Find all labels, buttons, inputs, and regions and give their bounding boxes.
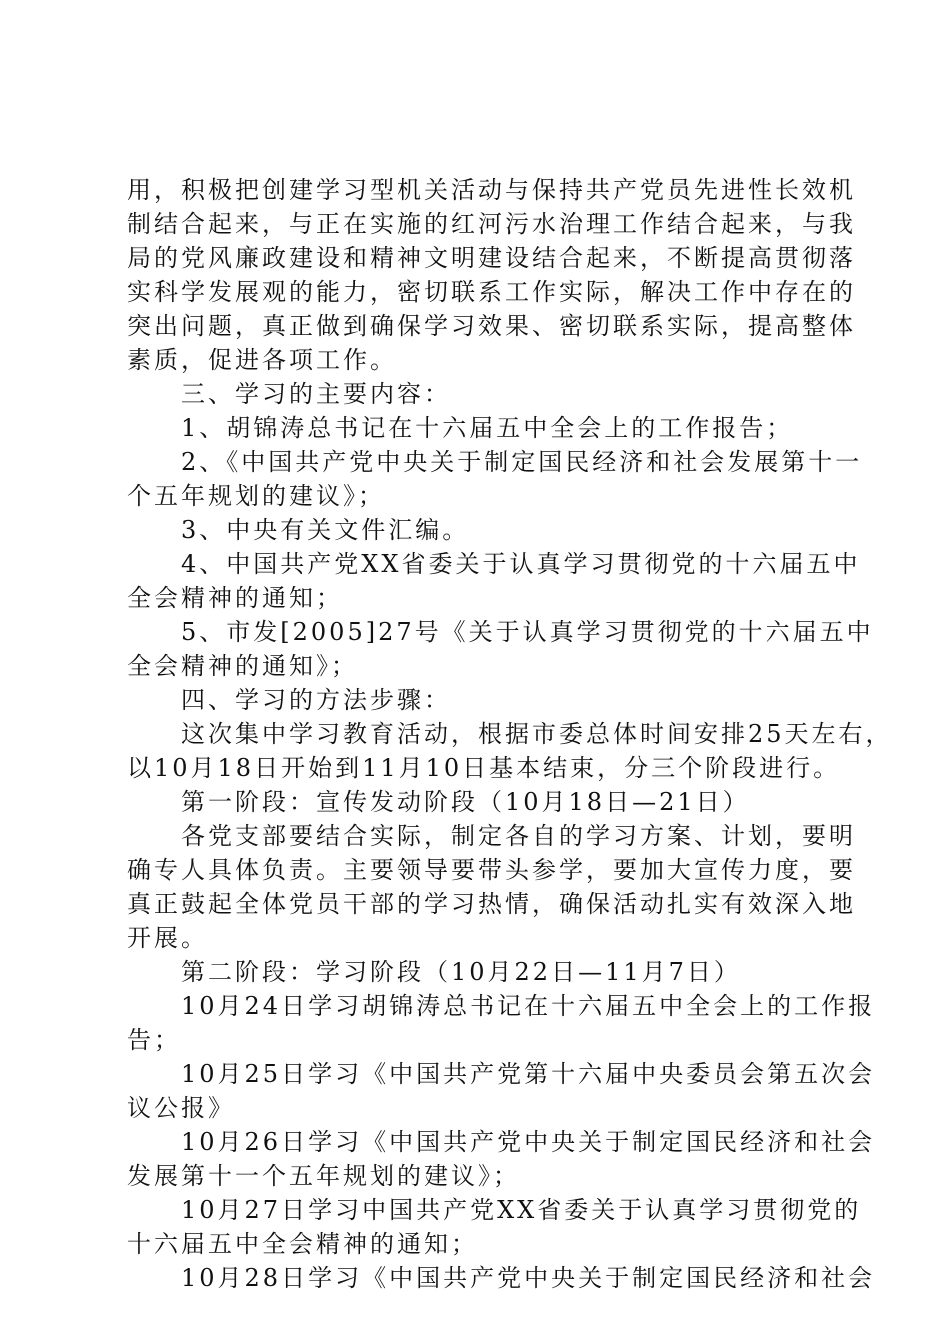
list-item: 1、胡锦涛总书记在十六届五中全会上的工作报告； — [181, 414, 794, 442]
section-heading: 四、学习的方法步骤： — [181, 686, 451, 714]
list-item: 3、中央有关文件汇编。 — [181, 516, 470, 544]
text-line: 议公报》 — [127, 1094, 235, 1122]
text-line: 全会精神的通知； — [127, 584, 343, 612]
schedule-item: 10月26日学习《中国共产党中央关于制定国民经济和社会 — [181, 1128, 876, 1156]
schedule-item: 10月27日学习中国共产党XX省委关于认真学习贯彻党的 — [181, 1196, 862, 1224]
text-line: 这次集中学习教育活动，根据市委总体时间安排25天左右， — [181, 720, 893, 748]
text-line: 开展。 — [127, 924, 208, 952]
text-line: 突出问题，真正做到确保学习效果、密切联系实际，提高整体 — [127, 312, 856, 340]
text-line: 发展第十一个五年规划的建议》； — [127, 1162, 520, 1190]
list-item: 2、《中国共产党中央关于制定国民经济和社会发展第十一 — [181, 448, 863, 476]
text-line: 告； — [127, 1026, 181, 1054]
text-line: 确专人具体负责。主要领导要带头参学，要加大宣传力度，要 — [127, 856, 856, 884]
text-line: 以10月18日开始到11月10日基本结束，分三个阶段进行。 — [127, 754, 841, 782]
text-line: 实科学发展观的能力，密切联系工作实际，解决工作中存在的 — [127, 278, 856, 306]
list-item: 5、市发[2005]27号《关于认真学习贯彻党的十六届五中 — [181, 618, 874, 646]
text-line: 个五年规划的建议》； — [127, 482, 385, 510]
text-line: 局的党风廉政建设和精神文明建设结合起来，不断提高贯彻落 — [127, 244, 856, 272]
text-line: 用，积极把创建学习型机关活动与保持共产党员先进性长效机 — [127, 176, 856, 204]
stage-heading: 第二阶段：学习阶段（10月22日—11月7日） — [181, 958, 741, 986]
text-line: 十六届五中全会精神的通知； — [127, 1230, 478, 1258]
schedule-item: 10月24日学习胡锦涛总书记在十六届五中全会上的工作报 — [181, 992, 876, 1020]
text-line: 全会精神的通知》； — [127, 652, 358, 680]
section-heading: 三、学习的主要内容： — [181, 380, 451, 408]
text-line: 素质，促进各项工作。 — [127, 346, 397, 374]
text-line: 真正鼓起全体党员干部的学习热情，确保活动扎实有效深入地 — [127, 890, 856, 918]
stage-heading: 第一阶段：宣传发动阶段（10月18日—21日） — [181, 788, 750, 816]
list-item: 4、中国共产党XX省委关于认真学习贯彻党的十六届五中 — [181, 550, 861, 578]
schedule-item: 10月25日学习《中国共产党第十六届中央委员会第五次会 — [181, 1060, 876, 1088]
text-line: 各党支部要结合实际，制定各自的学习方案、计划，要明 — [181, 822, 856, 850]
schedule-item: 10月28日学习《中国共产党中央关于制定国民经济和社会 — [181, 1264, 876, 1292]
text-line: 制结合起来，与正在实施的红河污水治理工作结合起来，与我 — [127, 210, 856, 238]
